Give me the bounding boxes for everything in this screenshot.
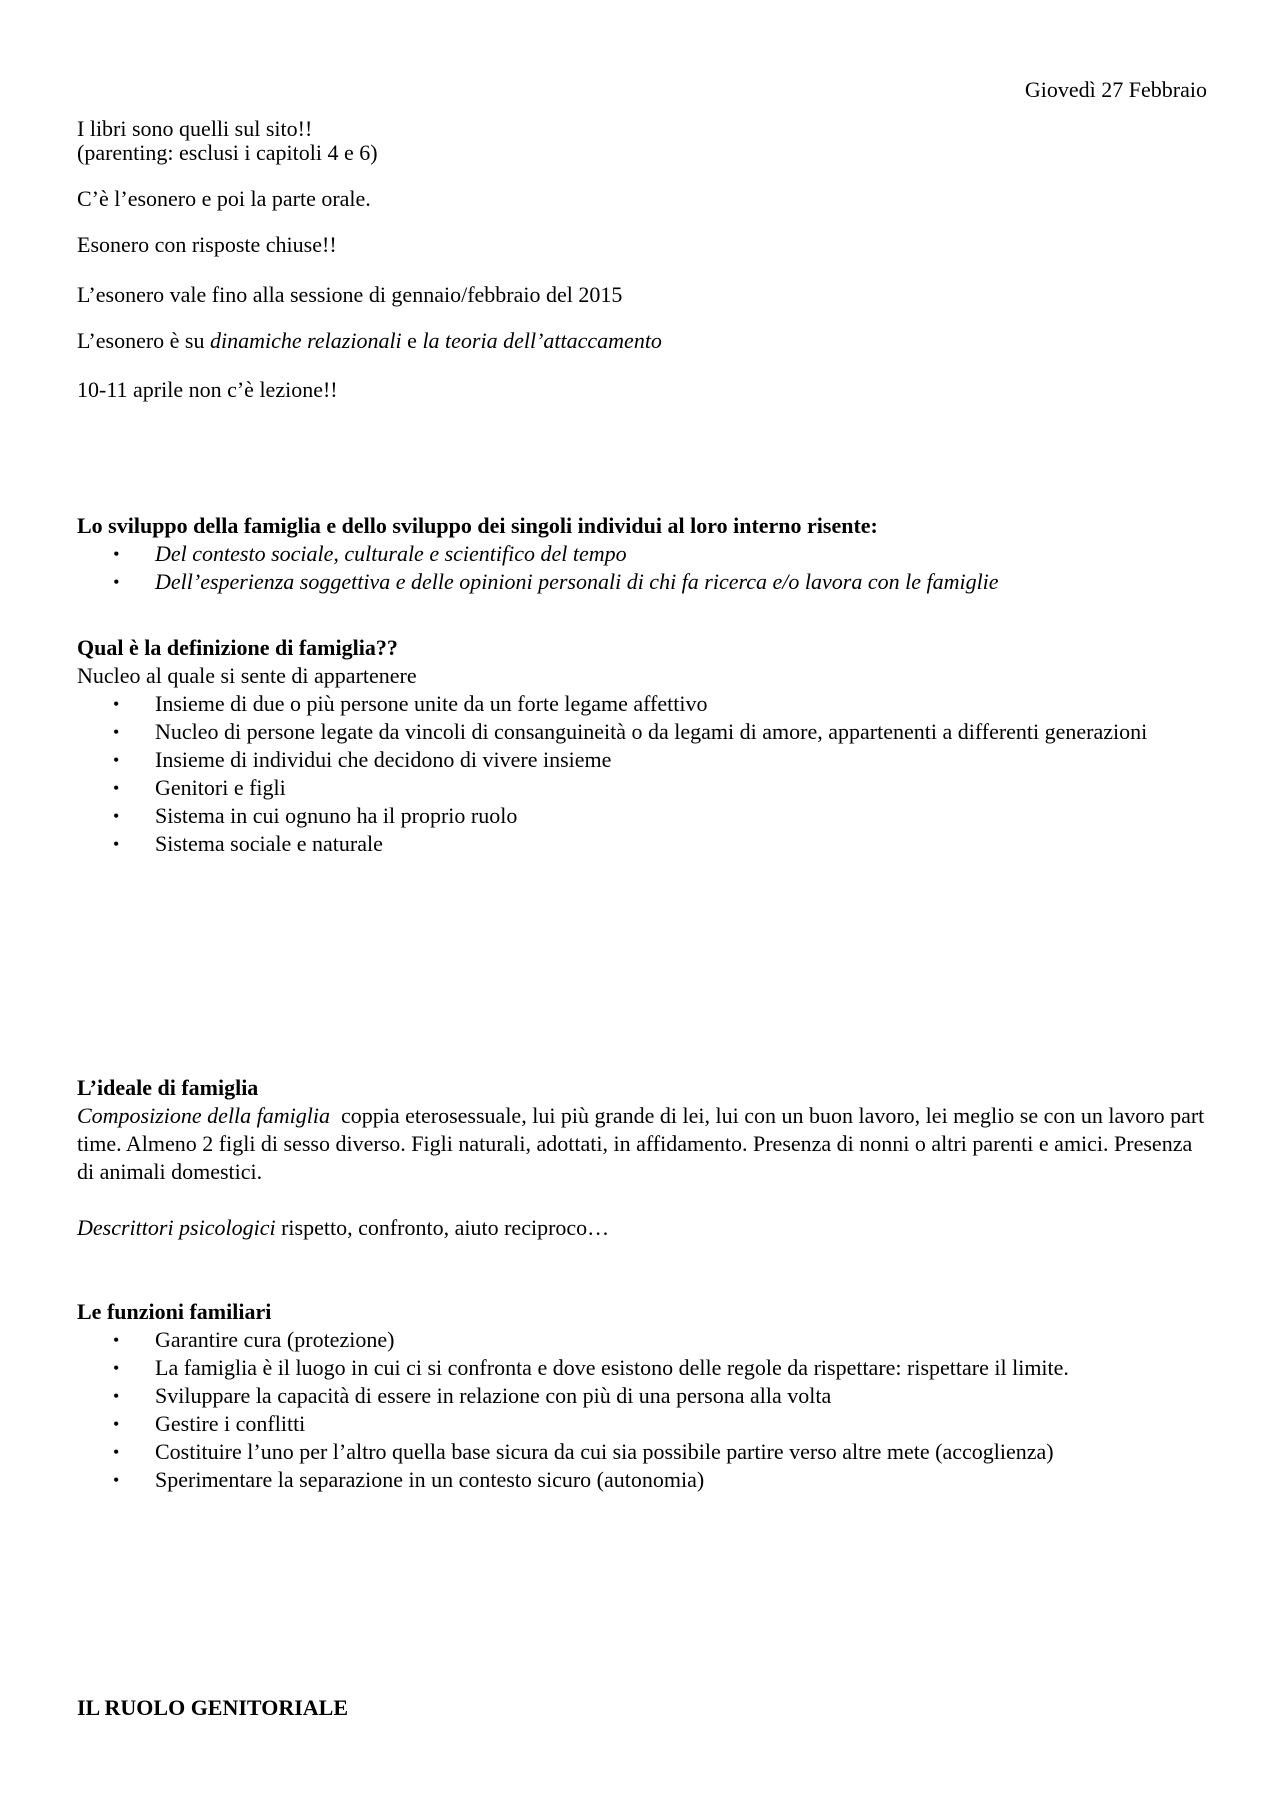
section-ideal-descriptors xyxy=(77,1214,1207,1242)
list-item xyxy=(77,540,999,568)
bullet-icon: • xyxy=(113,694,120,714)
intro-line-6-topic-1: dinamiche relazionali xyxy=(210,328,402,353)
list-item xyxy=(77,1438,1207,1466)
list-item-text: Garantire cura (protezione) xyxy=(155,1327,395,1352)
bullet-icon: • xyxy=(113,1358,120,1378)
list-item-text: Nucleo di persone legate da vincoli di consanguineità o da legami di amore, appartenenti a differenti generazioni xyxy=(155,719,1148,744)
composition-label: Composizione della famiglia xyxy=(77,1103,330,1128)
section-functions-heading: Le funzioni familiari xyxy=(77,1299,272,1324)
section-ideal xyxy=(77,1074,1210,1242)
section-definition-heading: Qual è la definizione di famiglia?? xyxy=(77,635,398,660)
section-definition xyxy=(77,634,1207,858)
list-item-text: Del contesto sociale, culturale e scientifico del tempo xyxy=(155,541,627,566)
intro-line-6-text: L’esonero è su xyxy=(77,328,210,353)
descriptors-label: Descrittori psicologici xyxy=(77,1215,276,1240)
bullet-icon: • xyxy=(113,572,120,592)
bullet-icon: • xyxy=(113,1330,120,1350)
list-item-text: Dell’esperienza soggettiva e delle opinioni personali di chi fa ricerca e/o lavora con le famiglie xyxy=(155,569,999,594)
section-ideal-composition xyxy=(77,1102,1210,1186)
bullet-icon: • xyxy=(113,834,120,854)
descriptors-text: rispetto, confronto, aiuto reciproco… xyxy=(275,1215,610,1240)
intro-line-2: (parenting: esclusi i capitoli 4 e 6) xyxy=(77,140,378,165)
list-item xyxy=(77,1466,1235,1494)
bullet-icon: • xyxy=(113,806,120,826)
list-item-text: La famiglia è il luogo in cui ci si confronta e dove esistono delle regole da rispettare: rispettare il limite. xyxy=(155,1355,1069,1380)
section-development xyxy=(77,512,999,596)
document-page xyxy=(77,0,1210,1811)
list-item-text: Genitori e figli xyxy=(155,775,286,800)
bullet-icon: • xyxy=(113,750,120,770)
list-item xyxy=(77,830,1207,858)
list-item-text: Sviluppare la capacità di essere in relazione con più di una persona alla volta xyxy=(155,1383,832,1408)
bullet-icon: • xyxy=(113,1414,120,1434)
section-ideal-heading: L’ideale di famiglia xyxy=(77,1075,259,1100)
section-functions-list xyxy=(77,1326,1235,1494)
list-item xyxy=(77,1326,1235,1354)
section-parental-role-heading: IL RUOLO GENITORIALE xyxy=(77,1695,349,1720)
intro-line-4: Esonero con risposte chiuse!! xyxy=(77,232,337,257)
list-item xyxy=(77,1410,1235,1438)
list-item-text: Costituire l’uno per l’altro quella base sicura da cui sia possibile partire verso altre mete (accoglienza) xyxy=(155,1439,1054,1464)
intro-line-6-conj: e xyxy=(401,328,423,353)
date-header: Giovedì 27 Febbraio xyxy=(1024,77,1207,102)
section-development-list xyxy=(77,540,999,596)
bullet-icon: • xyxy=(113,544,120,564)
intro-line-6-topic-2: la teoria dell’attaccamento xyxy=(422,328,662,353)
list-item-text: Sperimentare la separazione in un contesto sicuro (autonomia) xyxy=(155,1467,705,1492)
section-definition-list xyxy=(77,690,1207,858)
composition-text: coppia eterosessuale, lui più grande di lei, lui con un buon lavoro, lei meglio se con un lavoro part time. Almeno 2 figli di sesso diverso. Figli naturali, adottati, in affidamento. Presenza di nonni o altri parenti e amici. Presenza di animali domestici. xyxy=(77,1103,1210,1184)
bullet-icon: • xyxy=(113,1442,120,1462)
list-item-text: Sistema sociale e naturale xyxy=(155,831,383,856)
list-item xyxy=(77,1354,1235,1382)
intro-line-5: L’esonero vale fino alla sessione di gennaio/febbraio del 2015 xyxy=(77,282,623,307)
section-development-heading: Lo sviluppo della famiglia e dello sviluppo dei singoli individui al loro interno risente: xyxy=(77,513,878,538)
list-item xyxy=(77,1382,1235,1410)
list-item xyxy=(77,746,1207,774)
intro-line-6 xyxy=(77,327,662,355)
intro-line-7: 10-11 aprile non c’è lezione!! xyxy=(77,377,338,402)
section-functions xyxy=(77,1298,1235,1494)
list-item xyxy=(77,802,1207,830)
list-item xyxy=(77,718,1207,746)
list-item-text: Insieme di individui che decidono di vivere insieme xyxy=(155,747,612,772)
intro-line-1: I libri sono quelli sul sito!! xyxy=(77,116,313,141)
bullet-icon: • xyxy=(113,778,120,798)
list-item-text: Gestire i conflitti xyxy=(155,1411,306,1436)
list-item xyxy=(77,774,1207,802)
section-definition-intro: Nucleo al quale si sente di appartenere xyxy=(77,663,417,688)
bullet-icon: • xyxy=(113,722,120,742)
list-item-text: Sistema in cui ognuno ha il proprio ruolo xyxy=(155,803,518,828)
intro-line-3: C’è l’esonero e poi la parte orale. xyxy=(77,186,371,211)
list-item-text: Insieme di due o più persone unite da un forte legame affettivo xyxy=(155,691,708,716)
bullet-icon: • xyxy=(113,1386,120,1406)
bullet-icon: • xyxy=(113,1470,120,1490)
list-item xyxy=(77,568,999,596)
list-item xyxy=(77,690,1207,718)
